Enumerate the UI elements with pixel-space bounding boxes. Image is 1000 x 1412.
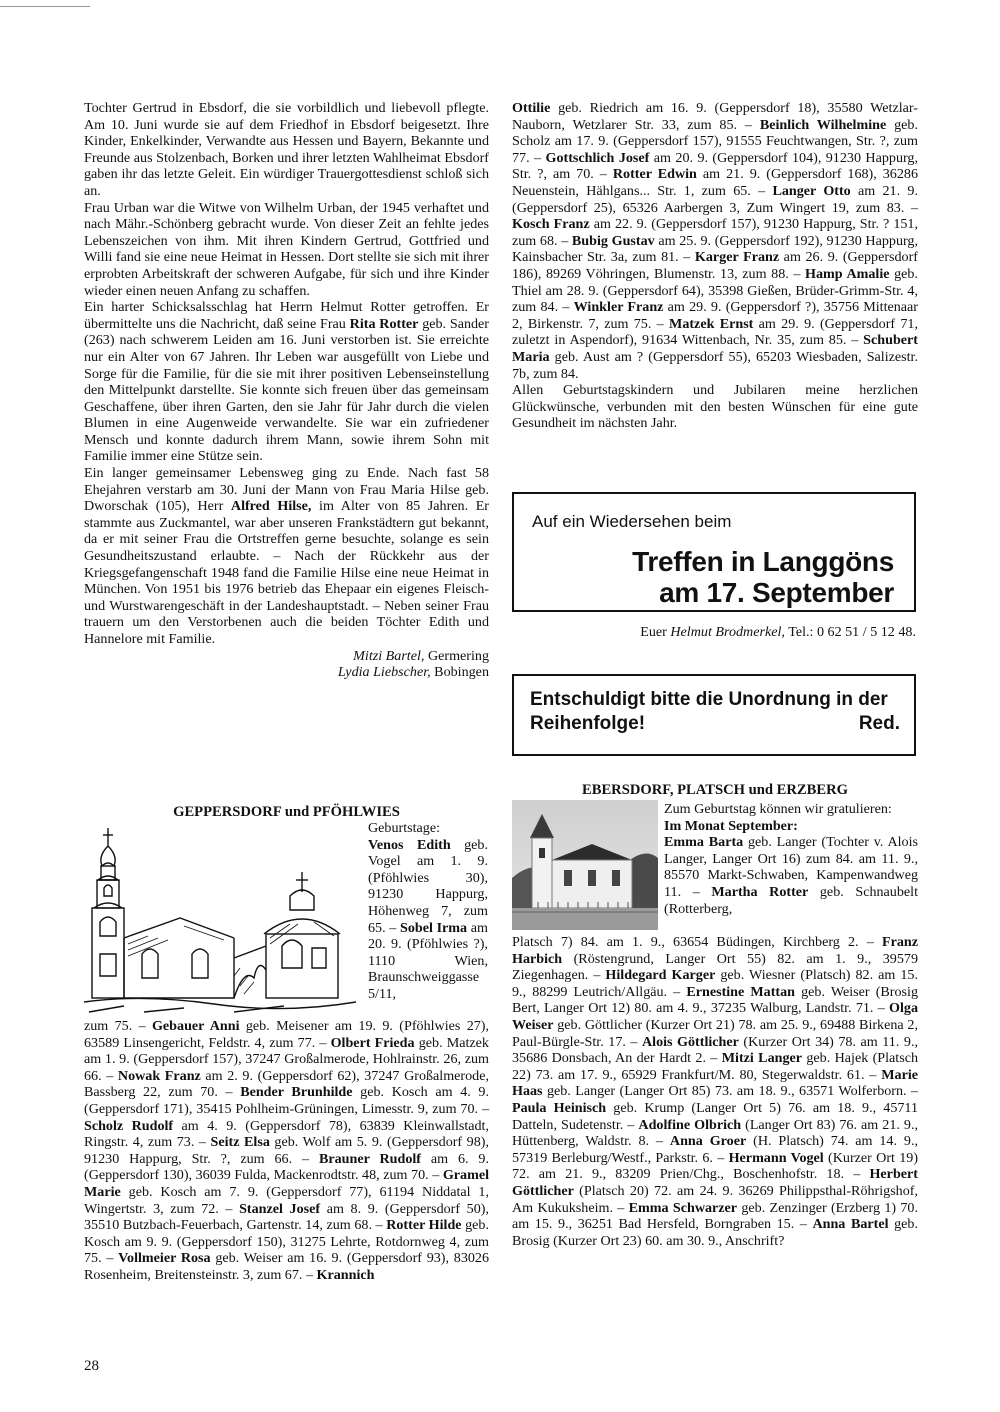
ebersdorf-intro: Zum Geburtstag können wir gratulieren: Im Monat September: Emma Barta geb. Langer (Tochter v. Alois Langer, Langer Ort 16) zum 84. am 11. 9., 85570 Markt-Schwaben, Kampenwandweg 11. – Martha Rotter geb. Schnaubelt (Rotterberg, — [664, 801, 918, 917]
name-alfred-hilse: Alfred Hilse, — [230, 498, 312, 515]
right-column — [512, 100, 918, 432]
obituary-paragraph-4: Ein langer gemeinsamer Lebensweg ging zu Ende. Nach fast 58 Ehejahren verstarb am 30. Juni der Mann von Frau Maria Hilse geb. Dworschak (105), Herr Alfred Hilse, im Alter von 85 Jahren. Er stammte aus Zuckmantel, war aber unseren Frankstädtern gut bekannt, da er mit seiner Frau die Ortstreffen gerne besuchte, solange es sein Gesundheitszustand erlaubte. – Nach der Rückkehr aus der Kriegsgefangenschaft 1948 fand die Familie Hilse eine neue Heimat in München. Von 1951 bis 1976 betrieb das Ehepaar ein eigenes Fleisch- und Wurstwarengeschäft in der Landeshauptstadt. – Neben seiner Frau trauern um den Verstorbenen auch die beiden Töchter Edith und Hannelore mit Familie. — [84, 465, 490, 647]
section-heading-ebersdorf: EBERSDORF, PLATSCH und ERZBERG — [581, 782, 848, 798]
section-heading-geppersdorf: GEPPERSDORF und PFÖHLWIES — [173, 804, 400, 820]
church-drawing-illustration — [84, 826, 356, 1016]
top-rule — [0, 6, 90, 7]
obituary-paragraph-3: Ein harter Schicksalsschlag hat Herrn Helmut Rotter getroffen. Er übermittelte uns die Nachricht, daß seine Frau Rita Rotter geb. Sander (263) nach schwerem Leiden am 16. Juni verstorben ist. Sie erreichte nur ein Alter von 67 Jahren. Ihr Leben war ausgefüllt von Liebe und Sorge für die Familie, für die sie mit ihrer positiven Lebenseinstellung den Mittelpunkt darstellte. Sie konnte sich freuen über das gemeinsam Geschaffene, über ihren Garten, den sie Jahr für Jahr durch die vielen Blumen in eine Augenweide verwandelte. Sie war ein zufriedener Mensch und konnte dadurch ihrem Mann, sowie ihrem Sohn mit Familie immer eine Stütze sein. — [84, 299, 489, 465]
obituary-paragraph-2: Frau Urban war die Witwe von Wilhelm Urban, der 1945 verhaftet und nach Mähr.-Schönberg gebracht wurde. Von dieser Zeit an fehlte jedes Lebenszeichen von ihm. Mit ihren Kindern Gertrud, Gottfried und Willi fand sie eine neue Heimat in Hessen. Dort stellte sie sich mit ihrer erprobten Arbeitskraft der schweren Aufgabe, für sich und ihre Kinder wieder einen neuen Anfang zu schaffen. — [84, 199, 489, 299]
closing-wishes: Allen Geburtstagskindern und Jubilaren meine herzlichen Glückwünsche, verbunden mit den besten Wünschen für eine gute Gesundheit im nächsten Jahr. — [512, 382, 918, 432]
left-column — [84, 100, 489, 681]
notice-editor: Red. — [858, 713, 900, 734]
notice-line-1: Entschuldigt bitte die Unordnung in der — [530, 689, 888, 710]
announcement-title: Treffen in Langgöns am 17. September — [632, 546, 894, 608]
church-photo — [512, 800, 658, 930]
signature-1: Mitzi Bartel, Germering — [353, 647, 489, 664]
notice-line-2: Reihenfolge! Red. — [530, 713, 900, 734]
name-rita-rotter: Rita Rotter — [349, 315, 419, 332]
announcement-intro: Auf ein Wiedersehen beim — [532, 512, 732, 531]
announcement-sender: Euer Helmut Brodmerkel, Tel.: 0 62 51 / 5 12 48. — [640, 624, 916, 640]
geppersdorf-birthday-list: zum 75. – Gebauer Anni geb. Meisener am 19. 9. (Pföhlwies 27), 63589 Linsengericht, Feldstr. 4, zum 77. – Olbert Frieda geb. Matzek am 1. 9. (Geppersdorf 157), 37247 Großalmerode, Hohlrainstr. 26, zum 66. – Nowak Franz am 2. 9. (Geppersdorf 62), 37247 Großalmerode, Bassberg 22, zum 70. – Bender Brunhilde geb. Kosch am 4. 9. (Geppersdorf 171), 35415 Pohlheim-Grüningen, Limesstr. 9, zum 70. – Scholz Rudolf am 4. 9. (Geppersdorf 78), 63839 Kleinwallstadt, Ringstr. 4, zum 73. – Seitz Elsa geb. Wolf am 5. 9. (Geppersdorf 98), 91230 Happurg, Str. ?, zum 66. – Brauner Rudolf am 6. 9. (Geppersdorf 130), 36039 Fulda, Mackenrodtstr. 48, zum 70. – Gramel Marie geb. Kosch am 7. 9. (Geppersdorf 77), 61194 Niddatal 1, Wingertstr. 3, zum 72. – Stanzel Josef am 8. 9. (Geppersdorf 50), 35510 Butzbach-Feuerbach, Gartenstr. 14, zum 68. – Rotter Hilde geb. Kosch am 9. 9. (Geppersdorf 150), 31275 Lehrte, Rotdornweg 4, zum 75. – Vollmeier Rosa geb. Weiser am 16. 9. (Geppersdorf 93), 83026 Rosenheim, Breitensteinstr. 3, zum 67. – Krannich — [84, 1018, 490, 1283]
ebersdorf-birthday-list: Platsch 7) 84. am 1. 9., 63654 Büdingen, Kirchberg 2. – Franz Harbich (Röstengrund, Langer Ort 55) 82. am 1. 9., 39579 Ziegenhagen. – Hildegard Karger geb. Wiesner (Platsch) 82. am 15. 9., 88299 Leutrich/Allgäu. – Ernestine Mattan geb. Weiser (Brosig Bert, Langer Ort 12) 80. am 4. 9., 37235 Walburg, Landstr. 71. – Olga Weiser geb. Göttlicher (Kurzer Ort 21) 78. am 25. 9., 69488 Birkena 2, Paul-Bürgle-Str. 17. – Alois Göttlicher (Kurzer Ort 34) 78. am 11. 9., 35686 Donsbach, An der Hardt 2. – Mitzi Langer geb. Hajek (Platsch 22) 73. am 17. 9., 65929 Frankfurt/M. 80, Stegerwaldstr. 61. – Marie Haas geb. Langer (Langer Ort 85) 73. am 18. 9., 63571 Wolferborn. – Paula Heinisch geb. Krump (Langer Ort 5) 76. am 18. 9., 45711 Datteln, Sudetenstr. – Adolfine Olbrich (Langer Ort 83) 76. am 21. 9., Hüttenberg, Waldstr. 8. – Anna Groer (H. Platsch) 74. am 14. 9., 57319 Berleburg/Westf., Parkstr. 6. – Hermann Vogel (Kurzer Ort 19) 72. am 21. 9., 83209 Prien/Chg., Boschenhofstr. 18. – Herbert Göttlicher (Platsch 20) 72. am 24. 9. 36269 Philippsthal-Röhrigshof, Am Kukuksheim. – Emma Schwarzer geb. Zenzinger (Erzberg 1) 70. am 15. 9., 36251 Bad Hersfeld, Borngraben 15. – Anna Bartel geb. Brosig (Kurzer Ort 23) 60. am 30. 9., Anschrift? — [512, 934, 919, 1249]
birthday-list-continued: Ottilie geb. Riedrich am 16. 9. (Geppersdorf 18), 35580 Wetzlar-Nauborn, Wetzlarer Str. 33, zum 85. – Beinlich Wilhelmine geb. Scholz am 17. 9. (Geppersdorf 157), 91555 Feuchtwangen, Str. ?, zum 77. – Gottschlich Josef am 20. 9. (Geppersdorf 104), 91230 Happurg, Str. ?, am 70. – Rotter Edwin am 21. 9. (Geppersdorf 168), 36286 Neuenstein, Hählgans... Str. 1, zum 65. – Langer Otto am 21. 9. (Geppersdorf 25), 65326 Aarbergen 3, Zum Wingert 19, zum 83. – Kosch Franz am 22. 9. (Geppersdorf 157), 91230 Happurg, Str. ? 151, zum 68. – Bubig Gustav am 25. 9. (Geppersdorf 192), 91230 Happurg, Kainsbacher Str. 3a, zum 81. – Karger Franz am 26. 9. (Geppersdorf 186), 89269 Vöhringen, Blumenstr. 13, zum 88. – Hamp Amalie geb. Thiel am 28. 9. (Geppersdorf 64), 35398 Gießen, Brüder-Grimm-Str. 4, zum 84. – Winkler Franz am 29. 9. (Geppersdorf ?), 35756 Mittenaar 2, Birkenstr. 7, zum 75. – Matzek Ernst am 29. 9. (Geppersdorf 71, zuletzt in Aspendorf), 91634 Wittenbach, Nr. 35, zum 85. – Schubert Maria geb. Aust am ? (Geppersdorf 55), 65203 Wiesbaden, Salizestr. 7b, zum 84. — [512, 100, 919, 382]
signature-2: Lydia Liebscher, Bobingen — [337, 664, 489, 681]
page-number: 28 — [84, 1358, 99, 1374]
apology-notice-box — [512, 674, 916, 756]
geppersdorf-intro: Geburtstage: Venos Edith geb. Vogel am 1. 9. (Pföhlwies 30), 91230 Happurg, Höhenweg 7, zum 65. – Sobel Irma am 20. 9. (Pföhlwies ?), 1110 Wien, Braunschweiggasse 5/11, — [368, 820, 488, 1002]
obituary-paragraph-1: Tochter Gertrud in Ebsdorf, die sie vorbildlich und liebevoll pflegte. Am 10. Juni wurde sie auf dem Friedhof in Ebsdorf beigesetzt. Ihre Kinder, Enkelkinder, Verwandte aus Hessen und Bayern, Bekannte und Freunde aus Stolzenbach, Borken und ihrer letzten Wahlheimat Ebsdorf gaben ihr das letzte Geleit. Ein würdiger Trauergottesdienst schloß sich an. — [84, 100, 489, 199]
meeting-announcement-box — [512, 492, 916, 612]
